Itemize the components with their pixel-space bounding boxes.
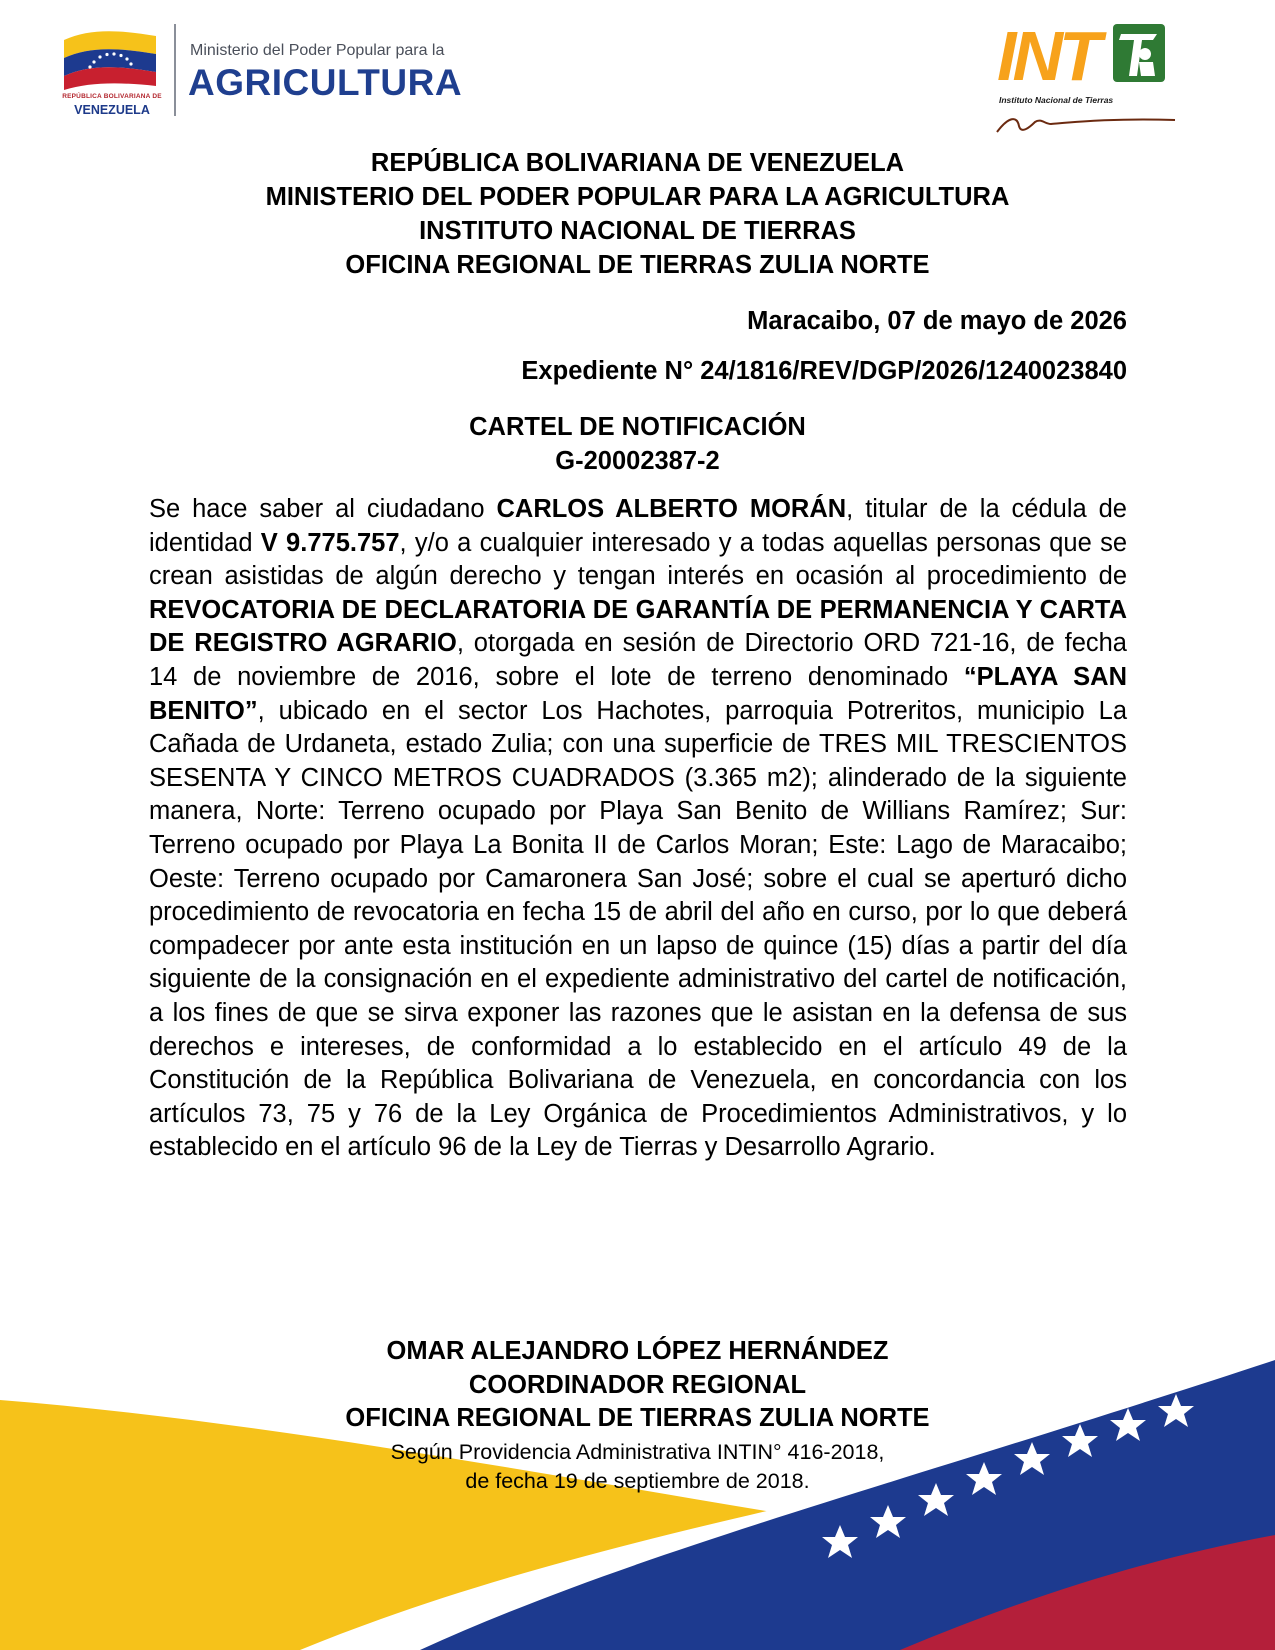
ministry-logo — [60, 22, 480, 122]
country-label: VENEZUELA — [74, 103, 150, 117]
body-text-4: , otorgada en sesión de Directorio ORD 721-16, de fecha 14 de noviembre de 2016, sobre el lote de terreno denominado — [149, 629, 1127, 691]
int-letters: INT — [997, 18, 1098, 90]
signer-title: COORDINADOR REGIONAL — [468, 1370, 807, 1399]
signature-block — [100, 1335, 1175, 1436]
republic-label: REPÚBLICA BOLIVARIANA DE — [62, 93, 162, 100]
heading-line-republic: REPÚBLICA BOLIVARIANA DE VENEZUELA — [370, 149, 905, 177]
providencia-note — [100, 1438, 1175, 1496]
ministry-name: AGRICULTURA — [188, 62, 463, 103]
expediente-number: Expediente N° 24/1816/REV/DGP/2026/1240023840 — [521, 357, 1127, 385]
signer-office: OFICINA REGIONAL DE TIERRAS ZULIA NORTE — [345, 1404, 930, 1432]
body-text-2: , titular de la cédula de identidad — [149, 495, 1127, 557]
notice-title-block — [100, 410, 1175, 478]
body-text-3: , y/o a cualquier interesado y a todas aquellas personas que se crean asistidas de algún derecho y tengan interés en ocasión al procedimiento de — [149, 528, 1127, 591]
int-logo — [995, 18, 1185, 136]
providencia-line-1: Según Providencia Administrativa INTIN° 416-2018, — [390, 1440, 885, 1464]
heading-line-institute: INSTITUTO NACIONAL DE TIERRAS — [419, 217, 856, 245]
providencia-line-2: de fecha 19 de septiembre de 2018. — [465, 1469, 810, 1493]
int-caption: Instituto Nacional de Tierras — [999, 95, 1114, 105]
logo-divider — [174, 24, 176, 116]
property-name: “PLAYA SAN BENITO” — [149, 662, 1127, 725]
notice-body — [149, 493, 1127, 1165]
citizen-name: CARLOS ALBERTO MORÁN — [496, 495, 847, 523]
procedure-name: REVOCATORIA DE DECLARATORIA DE GARANTÍA DE PERMANENCIA Y CARTA DE REGISTRO AGRARIO — [149, 595, 1127, 658]
ministry-line: Ministerio del Poder Popular para la — [190, 42, 445, 59]
document-heading — [100, 146, 1175, 282]
body-text-1: Se hace saber al ciudadano — [149, 495, 497, 523]
signer-name: OMAR ALEJANDRO LÓPEZ HERNÁNDEZ — [386, 1337, 889, 1365]
int-letters-logo — [995, 18, 1175, 90]
id-number: V 9.775.757 — [260, 528, 400, 557]
heading-line-ministry: MINISTERIO DEL PODER POPULAR PARA LA AGRICULTURA — [265, 183, 1010, 211]
venezuela-flag-emblem-icon — [60, 26, 160, 92]
heading-line-office: OFICINA REGIONAL DE TIERRAS ZULIA NORTE — [345, 251, 930, 279]
date-line: Maracaibo, 07 de mayo de 2026 — [747, 307, 1127, 335]
notice-code: G-20002387-2 — [555, 447, 720, 475]
body-text-5: , ubicado en el sector Los Hachotes, parroquia Potreritos, municipio La Cañada de Urdaneta, estado Zulia; con una superficie de TRES MIL TRESCIENTOS SESENTA Y CINCO METROS CUADRADOS (3.365 m2); alinderado de la siguiente manera, Norte: Terreno ocupado por Playa San Benito de Willians Ramírez; Sur: Terreno ocupado por Playa La Bonita II de Carlos Moran; Este: Lago de Maracaibo; Oeste: Terreno ocupado por Camaronera San José; sobre el cual se aperturó dicho procedimiento de revocatoria en fecha 15 de abril del año en curso, por lo que deberá compadecer por ante esta institución en un lapso de quince (15) días a partir del día siguiente de la consignación en el expediente administrativo del cartel de notificación, a los fines de que se sirva exponer las razones que le asistan en la defensa de sus derechos e intereses, de conformidad a lo establecido en el artículo 49 de la Constitución de la República Bolivariana de Venezuela, en concordancia con los artículos 73, 75 y 76 de la Ley Orgánica de Procedimientos Administrativos, y lo establecido en el artículo 96 de la Ley de Tierras y Desarrollo Agrario. — [149, 696, 1127, 1162]
notice-title: CARTEL DE NOTIFICACIÓN — [469, 413, 806, 441]
signature-stroke-icon — [995, 108, 1180, 138]
